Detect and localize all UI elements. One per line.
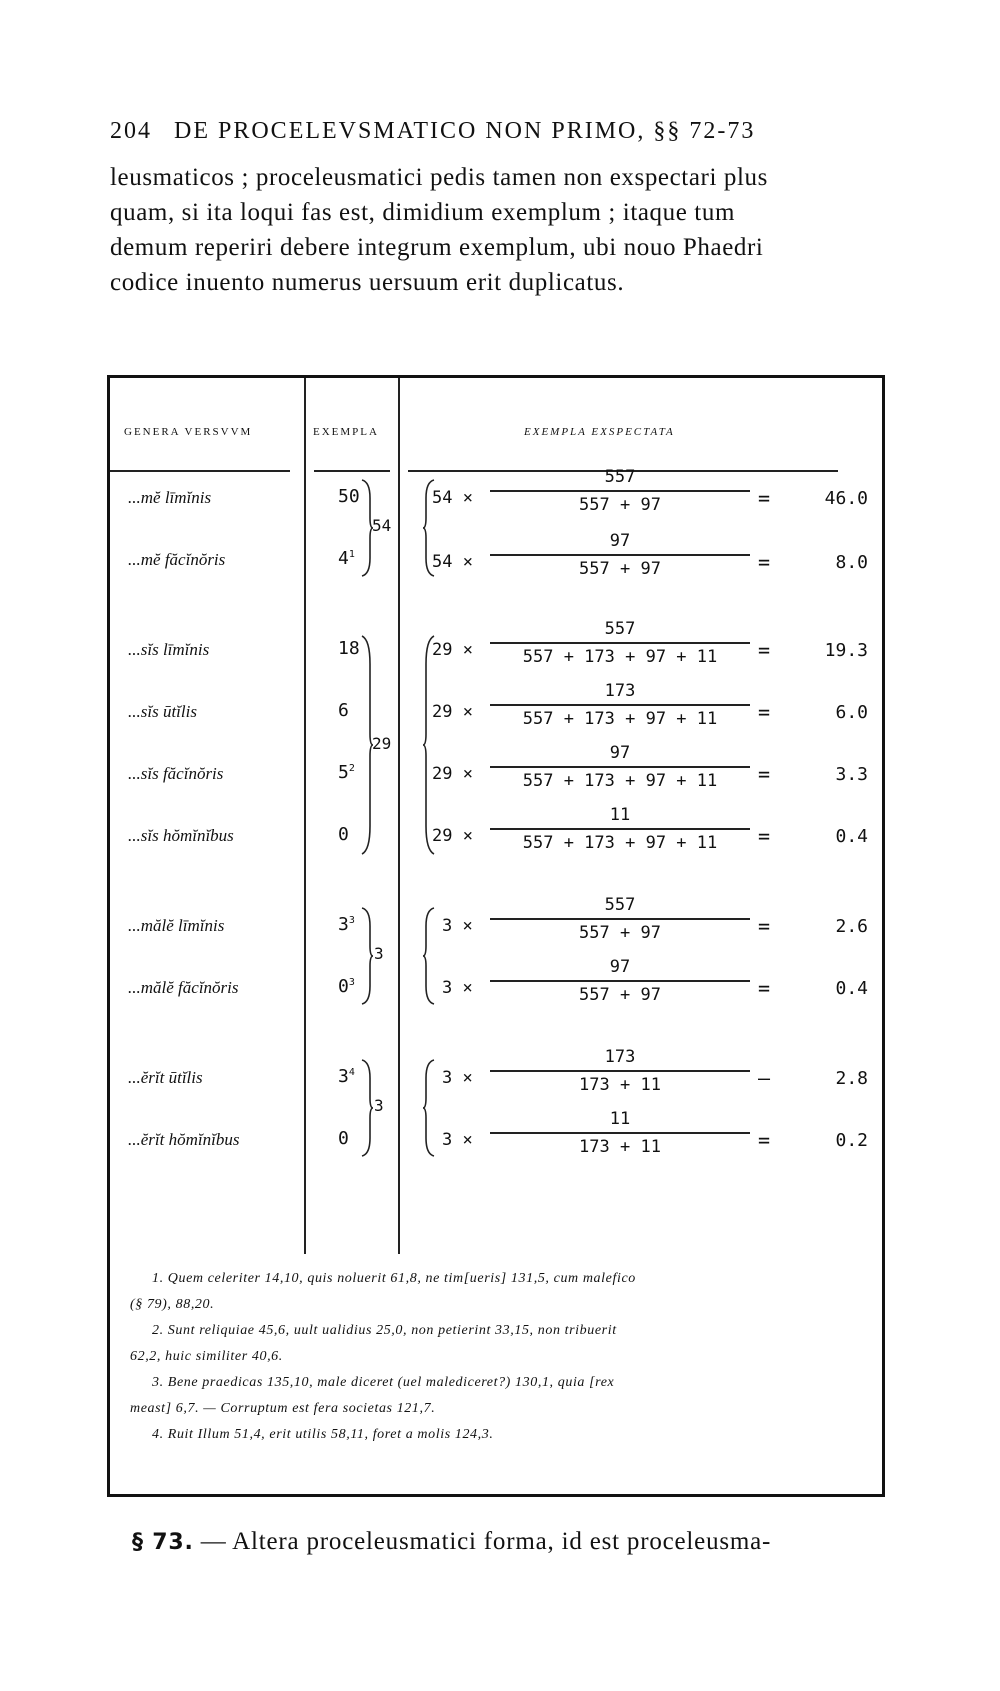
- header-rule: [314, 470, 390, 472]
- formula-brace: [422, 1058, 436, 1158]
- verse-type-label: ...mălĕ făcĭnŏris: [128, 978, 239, 997]
- fraction: 557 557 + 97: [490, 894, 750, 944]
- fraction: 173 173 + 11: [490, 1046, 750, 1096]
- section-mark: § 73.: [132, 1530, 194, 1555]
- example-count: 6: [338, 700, 349, 721]
- example-count: $3^4$: [338, 1066, 355, 1087]
- verse-type-label: ...sĭs făcĭnŏris: [128, 764, 224, 783]
- equals-sign: =: [758, 824, 771, 848]
- equals-sign: =: [758, 1128, 771, 1152]
- footnote: 4. Ruit Illum 51,4, erit utilis 58,11, foret a molis 124,3.: [152, 1427, 494, 1442]
- example-count: $5^2$: [338, 762, 355, 783]
- equals-sign: =: [758, 700, 771, 724]
- footnote-cont: meast] 6,7. — Corruptum est fera societas 121,7.: [130, 1401, 436, 1416]
- group-sum: 54: [372, 516, 392, 535]
- verse-type-label: ...ĕrĭt hŏmĭnĭbus: [128, 1130, 240, 1149]
- formula-brace: [422, 634, 436, 856]
- footnote: 1. Quem celeriter 14,10, quis noluerit 61,8, ne tim[ueris] 131,5, cum malefico: [152, 1271, 636, 1286]
- equals-sign: =: [758, 976, 771, 1000]
- fraction: 11 173 + 11: [490, 1108, 750, 1158]
- group-brace: [360, 1058, 374, 1158]
- expected-result: 2.8: [835, 1068, 868, 1089]
- expected-result: 46.0: [824, 488, 868, 509]
- multiplier: 29 ×: [432, 702, 473, 722]
- multiplier: 29 ×: [432, 640, 473, 660]
- formula-brace: [422, 906, 436, 1006]
- multiplier: 3 ×: [442, 916, 473, 936]
- expected-result: 0.2: [835, 1130, 868, 1151]
- example-count: 0: [338, 824, 349, 845]
- example-count: 0: [338, 1128, 349, 1149]
- multiplier: 29 ×: [432, 764, 473, 784]
- header-rule: [110, 470, 290, 472]
- section-heading: [132, 1528, 771, 1556]
- intro-line: leusmaticos ; proceleusmatici pedis tamen non exspectari plus: [110, 164, 768, 191]
- fraction: 173 557 + 173 + 97 + 11: [490, 680, 750, 730]
- expected-result: 8.0: [835, 552, 868, 573]
- example-count: 50: [338, 486, 360, 507]
- verse-table: [107, 375, 885, 1497]
- col-header-exspectata: EXEMPLA EXSPECTATA: [524, 426, 675, 438]
- verse-type-label: ...sĭs līmĭnis: [128, 640, 210, 659]
- intro-paragraph: [110, 160, 900, 300]
- fraction: 557 557 + 173 + 97 + 11: [490, 618, 750, 668]
- footnote: 2. Sunt reliquiae 45,6, uult ualidius 25,0, non petierint 33,15, non tribuerit: [152, 1323, 617, 1338]
- fraction: 11 557 + 173 + 97 + 11: [490, 804, 750, 854]
- group-sum: 3: [374, 944, 384, 963]
- equals-sign: =: [758, 914, 771, 938]
- equals-sign: =: [758, 762, 771, 786]
- column-divider: [304, 378, 306, 1254]
- equals-sign: =: [758, 550, 771, 574]
- multiplier: 54 ×: [432, 488, 473, 508]
- fraction: 97 557 + 173 + 97 + 11: [490, 742, 750, 792]
- intro-line: quam, si ita loqui fas est, dimidium exemplum ; itaque tum: [110, 199, 735, 226]
- page-header: [110, 118, 880, 145]
- multiplier: 29 ×: [432, 826, 473, 846]
- expected-result: 19.3: [824, 640, 868, 661]
- col-header-genera: GENERA VERSVVM: [124, 426, 253, 438]
- verse-type-label: ...mĕ făcĭnŏris: [128, 550, 226, 569]
- column-divider: [398, 378, 400, 1254]
- multiplier: 3 ×: [442, 978, 473, 998]
- fraction: 97 557 + 97: [490, 530, 750, 580]
- fraction: 557 557 + 97: [490, 466, 750, 516]
- intro-line: demum reperiri debere integrum exemplum, ubi nouo Phaedri: [110, 234, 764, 261]
- multiplier: 54 ×: [432, 552, 473, 572]
- example-count: 18: [338, 638, 360, 659]
- verse-type-label: ...mălĕ līmĭnis: [128, 916, 225, 935]
- section-text: — Altera proceleusmatici forma, id est proceleusma-: [200, 1528, 772, 1555]
- running-title: DE PROCELEVSMATICO NON PRIMO, §§ 72-73: [174, 118, 756, 144]
- group-sum: 29: [372, 734, 392, 753]
- equals-sign: =: [758, 486, 771, 510]
- equals-sign: =: [758, 638, 771, 662]
- verse-type-label: ...sĭs hŏmĭnĭbus: [128, 826, 234, 845]
- intro-line: codice inuento numerus uersuum erit duplicatus.: [110, 269, 625, 296]
- footnote-cont: (§ 79), 88,20.: [130, 1297, 215, 1312]
- col-header-exempla: EXEMPLA: [313, 426, 379, 438]
- expected-result: 0.4: [835, 826, 868, 847]
- group-brace: [360, 906, 374, 1006]
- verse-type-label: ...ĕrĭt ūtĭlis: [128, 1068, 203, 1087]
- footnotes: [130, 1266, 870, 1448]
- expected-result: 0.4: [835, 978, 868, 999]
- verse-type-label: ...mĕ līmĭnis: [128, 488, 212, 507]
- multiplier: 3 ×: [442, 1130, 473, 1150]
- equals-sign: —: [758, 1066, 771, 1090]
- footnote-cont: 62,2, huic similiter 40,6.: [130, 1349, 283, 1364]
- example-count: $3^3$: [338, 914, 355, 935]
- group-sum: 3: [374, 1096, 384, 1115]
- multiplier: 3 ×: [442, 1068, 473, 1088]
- footnote: 3. Bene praedicas 135,10, male diceret (uel malediceret?) 130,1, quia [rex: [152, 1375, 615, 1390]
- verse-type-label: ...sĭs ūtĭlis: [128, 702, 197, 721]
- expected-result: 3.3: [835, 764, 868, 785]
- fraction: 97 557 + 97: [490, 956, 750, 1006]
- expected-result: 6.0: [835, 702, 868, 723]
- example-count: $0^3$: [338, 976, 355, 997]
- page-number: 204: [110, 118, 152, 144]
- expected-result: 2.6: [835, 916, 868, 937]
- example-count: $4^1$: [338, 548, 355, 569]
